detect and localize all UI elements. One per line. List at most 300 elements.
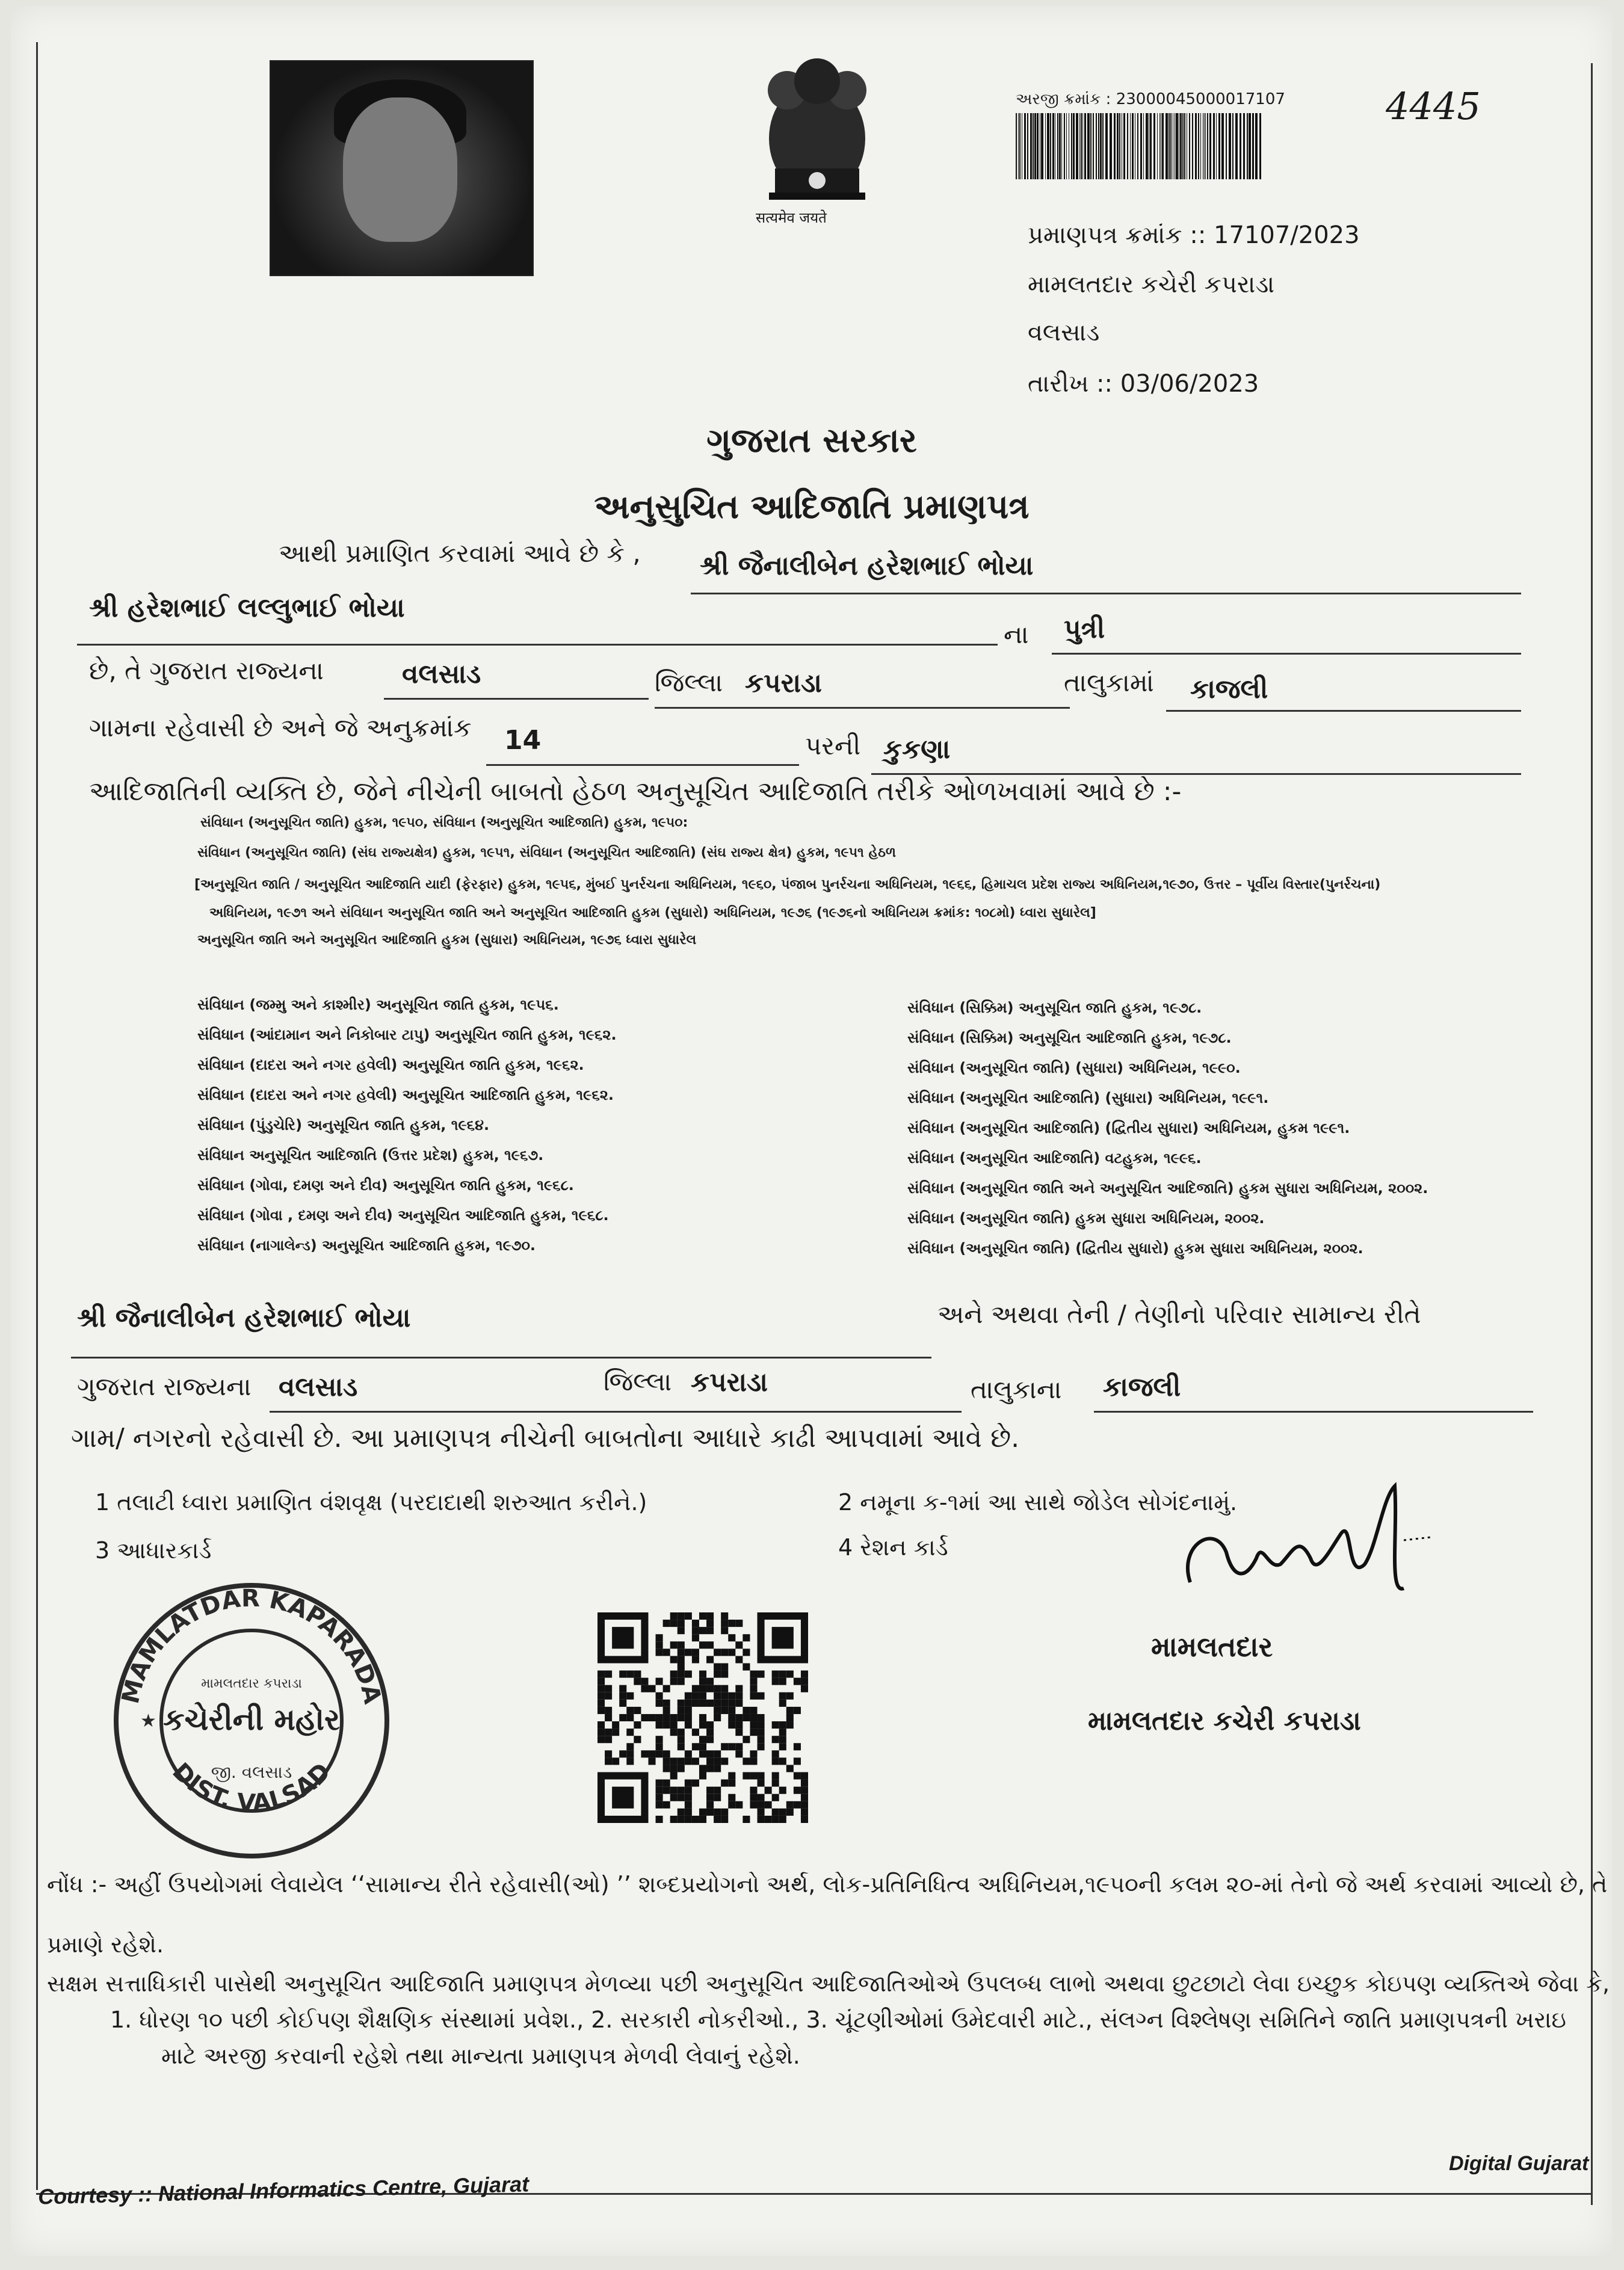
underline [486, 764, 799, 766]
qr-module [706, 1641, 714, 1649]
document-item: 4 રેશન કાર્ડ [838, 1534, 948, 1561]
qr-module [735, 1700, 743, 1707]
seal-inner-top: મામલતદાર કપરાડા [201, 1676, 302, 1691]
qr-module [721, 1809, 728, 1816]
qr-module [706, 1750, 714, 1757]
qr-module [801, 1772, 808, 1780]
qr-module [728, 1620, 735, 1627]
qr-module [699, 1765, 706, 1772]
qr-module [750, 1729, 757, 1736]
underline [1166, 710, 1521, 712]
qr-module [670, 1772, 678, 1780]
qr-module [648, 1714, 655, 1721]
qr-module [685, 1794, 692, 1801]
certificate-number: પ્રમાણપત્ર ક્રમાંક :: 17107/2023 [1028, 221, 1360, 249]
barcode-bar [1166, 113, 1168, 179]
barcode-bar [1105, 113, 1108, 179]
qr-module [692, 1649, 699, 1656]
qr-module [685, 1757, 692, 1765]
qr-module [735, 1714, 743, 1721]
barcode-bar [1119, 113, 1120, 179]
qr-module [758, 1721, 765, 1729]
qr-module [634, 1678, 641, 1685]
qr-module [678, 1736, 685, 1743]
qr-module [735, 1620, 743, 1627]
barcode-bar [1082, 113, 1083, 179]
qr-module [794, 1757, 801, 1765]
barcode-bar [1071, 113, 1072, 179]
qr-module [728, 1721, 735, 1729]
barcode-bar [1019, 113, 1020, 179]
qr-module [750, 1787, 757, 1794]
barcode-bar [1247, 113, 1248, 179]
order-line: સંવિધાન (અનુસૂચિત જાતિ) (સંઘ રાજ્યક્ષેત્ર) હુકમ, ૧૯૫૧, સંવિધાન (અનુસૂચિત આદિજાતિ) (સંઘ રાજ્ય ક્ષેત્ર) હુકમ, ૧૯૫૧ હેઠળ [197, 845, 897, 860]
barcode-bar [1176, 113, 1178, 179]
qr-module [728, 1794, 735, 1801]
qr-module [699, 1809, 706, 1816]
qr-module [779, 1721, 786, 1729]
barcode-bar [1057, 113, 1058, 179]
qr-module [692, 1656, 699, 1663]
qr-module [656, 1634, 663, 1641]
qr-module [663, 1700, 670, 1707]
qr-module [656, 1743, 663, 1750]
qr-module [786, 1707, 794, 1714]
qr-module [663, 1765, 670, 1772]
issuing-district: વલસાડ [1028, 319, 1100, 347]
qr-module [656, 1780, 663, 1787]
barcode-bar [1184, 113, 1185, 179]
qr-finder [772, 1627, 794, 1649]
application-number: અરજી ક્રમાંક : 23000045000017107 [1016, 90, 1285, 108]
qr-module [750, 1707, 757, 1714]
qr-module [670, 1765, 678, 1772]
handwritten-number: 4445 [1386, 84, 1481, 128]
qr-module [699, 1700, 706, 1707]
barcode-bar [1209, 113, 1211, 179]
qr-module [685, 1809, 692, 1816]
qr-module [699, 1685, 706, 1692]
qr-module [670, 1714, 678, 1721]
qr-module [714, 1714, 721, 1721]
underline [77, 644, 998, 646]
qr-module [779, 1757, 786, 1765]
barcode-bar [1218, 113, 1220, 179]
barcode-bar [1182, 113, 1184, 179]
qr-module [721, 1780, 728, 1787]
qr-module [714, 1663, 721, 1670]
qr-module [794, 1707, 801, 1714]
qr-module [706, 1721, 714, 1729]
qr-module [706, 1627, 714, 1634]
qr-module [656, 1794, 663, 1801]
qr-module [597, 1678, 605, 1685]
qr-module [794, 1772, 801, 1780]
order-item: સંવિધાન (અનુસૂચિત આદિજાતિ) (દ્વિતીય સુધારા) અધિનિયમ, હુકમ ૧૯૯૧. [907, 1120, 1350, 1137]
qr-module [597, 1707, 605, 1714]
qr-module [597, 1721, 605, 1729]
qr-module [699, 1612, 706, 1620]
barcode-bar [1207, 113, 1208, 179]
applicant-name: શ્રી જૈનાલીબેન હરેશભાઈ ભોયા [700, 551, 1034, 581]
qr-module [750, 1678, 757, 1685]
qr-module [779, 1671, 786, 1678]
qr-module [634, 1707, 641, 1714]
qr-module [626, 1671, 634, 1678]
qr-module [626, 1729, 634, 1736]
qr-module [619, 1700, 626, 1707]
qr-module [728, 1714, 735, 1721]
qr-module [706, 1787, 714, 1794]
barcode-bar [1170, 113, 1172, 179]
qr-module [597, 1692, 605, 1700]
qr-module [728, 1707, 735, 1714]
taluka-value: કપરાડા [745, 668, 823, 699]
certificate-paper [11, 6, 1613, 2256]
qr-module [699, 1721, 706, 1729]
barcode-bar [1169, 113, 1170, 179]
issue-date: તારીખ :: 03/06/2023 [1028, 370, 1259, 398]
qr-module [678, 1714, 685, 1721]
qr-module [772, 1721, 779, 1729]
barcode-bar [1192, 113, 1193, 179]
qr-code-icon [597, 1612, 808, 1829]
barcode-bar [1137, 113, 1138, 179]
barcode-bar [1221, 113, 1224, 179]
qr-module [663, 1787, 670, 1794]
qr-module [626, 1757, 634, 1765]
qr-module [786, 1671, 794, 1678]
qr-module [663, 1801, 670, 1809]
qr-module [801, 1787, 808, 1794]
qr-module [743, 1663, 750, 1670]
residence-district-label: જિલ્લા [604, 1367, 672, 1396]
qr-module [626, 1707, 634, 1714]
qr-module [656, 1750, 663, 1757]
qr-module [786, 1801, 794, 1809]
seal-star-icon: ★ [140, 1710, 156, 1732]
qr-module [794, 1801, 801, 1809]
qr-module [678, 1794, 685, 1801]
qr-module [706, 1685, 714, 1692]
qr-module [692, 1700, 699, 1707]
qr-module [678, 1787, 685, 1794]
qr-module [772, 1794, 779, 1801]
barcode-bar [1018, 113, 1019, 179]
residence-taluka-label: તાલુકાના [971, 1375, 1062, 1404]
qr-module [801, 1780, 808, 1787]
qr-module [678, 1700, 685, 1707]
qr-module [801, 1809, 808, 1816]
village-value: કાજલી [1190, 674, 1268, 705]
barcode-bar [1084, 113, 1086, 179]
order-item: સંવિધાન અનુસૂચિત આદિજાતિ (ઉત્તર પ્રદેશ) હુકમ, ૧૯૬૭. [197, 1147, 544, 1164]
qr-module [692, 1692, 699, 1700]
barcode-bar [1127, 113, 1128, 179]
barcode-bar [1140, 113, 1142, 179]
qr-module [656, 1692, 663, 1700]
underline [384, 698, 649, 700]
qr-module [750, 1685, 757, 1692]
barcode-bar [1259, 113, 1261, 179]
state-prefix: છે, તે ગુજરાત રાજ્યના [89, 656, 324, 685]
qr-module [699, 1750, 706, 1757]
qr-module [685, 1612, 692, 1620]
qr-module [714, 1700, 721, 1707]
qr-module [678, 1757, 685, 1765]
qr-module [706, 1736, 714, 1743]
qr-module [728, 1772, 735, 1780]
qr-module [605, 1757, 612, 1765]
qr-module [706, 1801, 714, 1809]
photo-face [343, 97, 457, 242]
qr-module [612, 1721, 619, 1729]
qr-module [597, 1736, 605, 1743]
qr-module [750, 1794, 757, 1801]
qr-module [634, 1736, 641, 1743]
qr-module [728, 1780, 735, 1787]
applicant-photo [270, 60, 534, 276]
qr-module [714, 1757, 721, 1765]
residence-village: કાજલી [1103, 1372, 1181, 1402]
order-item: સંવિધાન (સિક્કિમ) અનુસૂચિત આદિજાતિ હુકમ, ૧૯૭૮. [907, 1029, 1232, 1046]
qr-module [670, 1620, 678, 1627]
qr-module [714, 1685, 721, 1692]
qr-module [714, 1765, 721, 1772]
qr-module [758, 1801, 765, 1809]
barcode-bar [1087, 113, 1090, 179]
qr-module [605, 1736, 612, 1743]
barcode-bar [1061, 113, 1062, 179]
seal-outer-bottom: DIST. VALSAD [167, 1757, 336, 1818]
district-label: જિલ્લા [655, 668, 723, 697]
qr-module [612, 1757, 619, 1765]
qr-module [721, 1620, 728, 1627]
qr-module [721, 1671, 728, 1678]
document-item: 1 તલાટી ધ્વારા પ્રમાણિત વંશવૃક્ષ (પરદાદાથી શરુઆત કરીને.) [95, 1489, 647, 1516]
barcode-bar [1098, 113, 1099, 179]
barcode-bar [1189, 113, 1190, 179]
barcode-bar [1090, 113, 1091, 179]
qr-module [678, 1816, 685, 1823]
qr-module [670, 1641, 678, 1649]
barcode-bar [1157, 113, 1158, 179]
barcode [1016, 113, 1335, 179]
qr-module [772, 1816, 779, 1823]
qr-module [735, 1685, 743, 1692]
barcode-bar [1079, 113, 1080, 179]
qr-module [758, 1736, 765, 1743]
barcode-bar [1093, 113, 1094, 179]
tribe-sentence: આદિજાતિની વ્યક્તિ છે, જેને નીચેની બાબતો હેઠળ અનુસૂચિત આદિજાતિ તરીકે ઓળખવામાં આવે છે :- [89, 776, 1182, 807]
barcode-bar [1100, 113, 1102, 179]
qr-module [692, 1627, 699, 1634]
qr-module [743, 1649, 750, 1656]
order-item: સંવિધાન (ગોવા , દમણ અને દીવ) અનુસૂચિત આદિજાતિ હુકમ, ૧૯૬૮. [197, 1207, 609, 1224]
qr-module [678, 1663, 685, 1670]
qr-module [678, 1678, 685, 1685]
signatory-title: મામલતદાર [1151, 1630, 1273, 1663]
barcode-bar [1033, 113, 1034, 179]
qr-module [721, 1743, 728, 1750]
qr-module [779, 1743, 786, 1750]
qr-module [706, 1794, 714, 1801]
qr-module [786, 1714, 794, 1721]
qr-module [685, 1671, 692, 1678]
qr-module [721, 1649, 728, 1656]
barcode-bar [1243, 113, 1245, 179]
order-line: અધિનિયમ, ૧૯૭૧ અને સંવિધાન અનુસૂચિત જાતિ અને અનુસૂચિત આદિજાતિ હુકમ (સુધારો) અધિનિયમ, ૧૯૭૬ (૧૯૭૬નો અધિનિયમ ક્રમાંક: ૧૦૮મો) ધ્વારા સુધારેલ] [209, 905, 1096, 921]
certificate-title: અનુસુચિત આદિજાતિ પ્રમાણપત્ર [594, 487, 1030, 526]
qr-module [758, 1780, 765, 1787]
seal-inner-main: કચેરીની મહોર [163, 1702, 340, 1737]
order-line: અનુસૂચિત જાતિ અને અનુસૂચિત આદિજાતિ હુકમ (સુધારા) અધિનિયમ, ૧૯૭૬ ધ્વારા સુધારેલ [197, 933, 697, 948]
qr-module [750, 1721, 757, 1729]
barcode-bar [1162, 113, 1164, 179]
order-item: સંવિધાન (આંદામાન અને નિકોબાર ટાપુ) અનુસૂચિત જાતિ હુકમ, ૧૯૬૨. [197, 1026, 617, 1043]
qr-module [678, 1671, 685, 1678]
order-item: સંવિધાન (દાદરા અને નગર હવેલી) અનુસૂચિત જાતિ હુકમ, ૧૯૬૨. [197, 1056, 584, 1073]
barcode-bar [1232, 113, 1233, 179]
basis-text: ગામ/ નગરનો રહેવાસી છે. આ પ્રમાણપત્ર નીચેની બાબતોના આધારે કાઢી આપવામાં આવે છે. [71, 1423, 1020, 1454]
qr-module [706, 1765, 714, 1772]
qr-module [750, 1692, 757, 1700]
qr-module [779, 1692, 786, 1700]
qr-module [626, 1692, 634, 1700]
qr-module [678, 1641, 685, 1649]
qr-module [612, 1729, 619, 1736]
barcode-bar [1110, 113, 1112, 179]
orders-right-column [907, 993, 1428, 1263]
qr-module [779, 1809, 786, 1816]
qr-finder [612, 1787, 634, 1809]
residence-state-prefix: ગુજરાત રાજ્યના [77, 1372, 252, 1401]
underline [691, 593, 1521, 594]
qr-module [663, 1707, 670, 1714]
qr-module [685, 1700, 692, 1707]
qr-module [685, 1801, 692, 1809]
qr-module [678, 1627, 685, 1634]
barcode-bar [1216, 113, 1217, 179]
qr-module [772, 1671, 779, 1678]
qr-module [605, 1750, 612, 1757]
qr-module [626, 1714, 634, 1721]
underline [71, 1357, 931, 1359]
qr-module [692, 1816, 699, 1823]
qr-module [794, 1678, 801, 1685]
qr-module [678, 1729, 685, 1736]
qr-module [743, 1707, 750, 1714]
qr-module [663, 1780, 670, 1787]
qr-module [605, 1692, 612, 1700]
qr-module [663, 1757, 670, 1765]
qr-module [670, 1757, 678, 1765]
qr-module [758, 1729, 765, 1736]
frame-left-border [36, 42, 38, 2190]
qr-module [714, 1671, 721, 1678]
qr-module [699, 1671, 706, 1678]
qr-module [758, 1714, 765, 1721]
qr-module [641, 1678, 648, 1685]
qr-module [692, 1757, 699, 1765]
qr-module [656, 1649, 663, 1656]
order-line: સંવિધાન (અનુસૂચિત જાતિ) હુકમ, ૧૯૫૦, સંવિધાન (અનુસૂચિત આદિજાતિ) હુકમ, ૧૯૫૦: [200, 815, 688, 830]
qr-module [728, 1692, 735, 1700]
qr-module [721, 1700, 728, 1707]
qr-module [735, 1692, 743, 1700]
qr-module [678, 1707, 685, 1714]
qr-module [706, 1620, 714, 1627]
qr-module [758, 1743, 765, 1750]
issuing-office: મામલતદાર કચેરી કપરાડા [1028, 271, 1275, 298]
barcode-bar [1229, 113, 1231, 179]
barcode-bar [1249, 113, 1251, 179]
qr-finder [612, 1627, 634, 1649]
underline [1052, 653, 1521, 655]
barcode-bar [1146, 113, 1148, 179]
qr-module [699, 1743, 706, 1750]
father-name: શ્રી હરેશભાઈ લલ્લુભાઈ ભોયા [89, 593, 405, 623]
order-item: સંવિધાન (અનુસૂચિત આદિજાતિ) વટહુકમ, ૧૯૯૬. [907, 1150, 1202, 1167]
order-item: સંવિધાન (ગોવા, દમણ અને દીવ) અનુસૂચિત જાતિ હુકમ, ૧૯૬૮. [197, 1177, 574, 1194]
qr-module [656, 1721, 663, 1729]
qr-code [597, 1612, 808, 1829]
barcode-bar [1198, 113, 1199, 179]
qr-module [794, 1787, 801, 1794]
qr-module [692, 1634, 699, 1641]
qr-module [670, 1729, 678, 1736]
qr-module [758, 1794, 765, 1801]
qr-module [735, 1729, 743, 1736]
qr-module [772, 1750, 779, 1757]
qr-module [641, 1685, 648, 1692]
qr-module [663, 1649, 670, 1656]
barcode-bar [1213, 113, 1215, 179]
qr-module [692, 1743, 699, 1750]
qr-module [699, 1641, 706, 1649]
na-label: ના [1004, 620, 1029, 649]
qr-module [750, 1757, 757, 1765]
qr-module [678, 1809, 685, 1816]
qr-module [728, 1743, 735, 1750]
note-line: પ્રમાણે રહેશે. [47, 1931, 164, 1958]
resident-text: ગામના રહેવાસી છે અને જે અનુક્રમાંક [89, 713, 472, 742]
qr-module [786, 1692, 794, 1700]
qr-module [714, 1750, 721, 1757]
serial-value: 14 [504, 725, 542, 756]
qr-module [750, 1671, 757, 1678]
barcode-bar [1064, 113, 1065, 179]
qr-module [772, 1809, 779, 1816]
qr-module [648, 1750, 655, 1757]
qr-module [721, 1612, 728, 1620]
qr-module [670, 1787, 678, 1794]
qr-module [641, 1714, 648, 1721]
barcode-bar [1159, 113, 1160, 179]
note-line: સક્ષમ સત્તાધિકારી પાસેથી અનુસૂચિત આદિજાતિ પ્રમાણપત્ર મેળવ્યા પછી અનુસૂચિત આદિજાતિઓએ ઉપલબ્ધ લાભો અથવા છુટછાટો લેવા ઇચ્છુક કોઇપણ વ્યક્તિએ જેવા કે, [47, 1970, 1610, 1997]
qr-module [758, 1809, 765, 1816]
qr-module [597, 1700, 605, 1707]
qr-module [619, 1671, 626, 1678]
qr-module [656, 1641, 663, 1649]
qr-module [721, 1663, 728, 1670]
qr-module [605, 1729, 612, 1736]
barcode-bar [1027, 113, 1028, 179]
barcode-bar [1034, 113, 1036, 179]
qr-module [801, 1816, 808, 1823]
qr-module [772, 1772, 779, 1780]
qr-module [619, 1692, 626, 1700]
